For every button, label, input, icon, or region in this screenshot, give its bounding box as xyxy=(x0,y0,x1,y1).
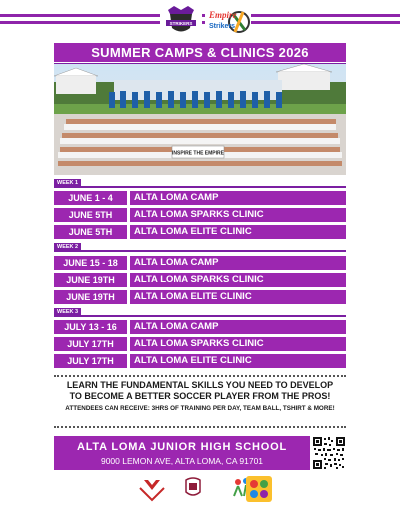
qr-code[interactable] xyxy=(312,436,346,470)
week-label: WEEK 3 xyxy=(54,308,81,316)
dotted-divider xyxy=(54,375,346,377)
photo-banner-text: INSPIRE THE EMPIRE xyxy=(172,150,224,157)
row-event: ALTA LOMA CAMP xyxy=(130,256,346,270)
headline-line-2: TO BECOME A BETTER SOCCER PLAYER FROM THE PROS! xyxy=(69,391,331,401)
schedule-row xyxy=(54,320,346,334)
page-title: SUMMER CAMPS & CLINICS 2026 xyxy=(54,43,346,62)
henry-ashendorf-logo xyxy=(132,476,172,512)
venue-box xyxy=(54,436,310,470)
row-event: ALTA LOMA ELITE CLINIC xyxy=(130,290,346,304)
schedule-row xyxy=(54,290,346,304)
headline xyxy=(54,380,346,402)
venue-address: 9000 LEMON AVE, ALTA LOMA, CA 91701 xyxy=(100,456,264,466)
week-label: WEEK 2 xyxy=(54,243,81,251)
svg-text:STRIKERS: STRIKERS xyxy=(169,21,193,26)
week-divider xyxy=(54,315,346,317)
row-event: ALTA LOMA CAMP xyxy=(130,320,346,334)
svg-text:Empire: Empire xyxy=(209,10,237,20)
venue-name: ALTA LOMA JUNIOR HIGH SCHOOL xyxy=(76,441,287,453)
row-date: JUNE 19TH xyxy=(54,273,127,287)
schedule-row xyxy=(54,208,346,222)
row-event: ALTA LOMA SPARKS CLINIC xyxy=(130,273,346,287)
row-event: ALTA LOMA CAMP xyxy=(130,191,346,205)
schedule-row xyxy=(54,225,346,239)
loma-linda-health-logo xyxy=(172,476,214,512)
row-date: JUNE 1 - 4 xyxy=(54,191,127,205)
team-photo xyxy=(54,63,346,175)
row-date: JULY 17TH xyxy=(54,337,127,351)
schedule-row xyxy=(54,256,346,270)
week-divider xyxy=(54,250,346,252)
row-date: JUNE 15 - 18 xyxy=(54,256,127,270)
schedule-row xyxy=(54,354,346,368)
svg-text:Strikers: Strikers xyxy=(209,23,236,30)
schedule-row xyxy=(54,337,346,351)
sponsor-logos xyxy=(54,476,346,512)
partner-badge-logo xyxy=(246,476,272,512)
row-date: JULY 13 - 16 xyxy=(54,320,127,334)
row-event: ALTA LOMA ELITE CLINIC xyxy=(130,354,346,368)
empire-logo xyxy=(205,2,251,40)
schedule-row xyxy=(54,273,346,287)
club-crest-logo xyxy=(160,4,202,38)
row-date: JULY 17TH xyxy=(54,354,127,368)
row-date: JUNE 5TH xyxy=(54,225,127,239)
attendees-text: ATTENDEES CAN RECEIVE: 3HRS OF TRAINING PER DAY, TEAM BALL, TSHIRT & MORE! xyxy=(65,405,335,412)
row-event: ALTA LOMA SPARKS CLINIC xyxy=(130,337,346,351)
row-event: ALTA LOMA ELITE CLINIC xyxy=(130,225,346,239)
week-divider xyxy=(54,186,346,188)
row-date: JUNE 19TH xyxy=(54,290,127,304)
dotted-divider xyxy=(54,426,346,428)
headline-line-1: LEARN THE FUNDAMENTAL SKILLS YOU NEED TO DEVELOP xyxy=(66,380,334,390)
schedule-row xyxy=(54,191,346,205)
row-date: JUNE 5TH xyxy=(54,208,127,222)
week-label: WEEK 1 xyxy=(54,179,81,187)
row-event: ALTA LOMA SPARKS CLINIC xyxy=(130,208,346,222)
